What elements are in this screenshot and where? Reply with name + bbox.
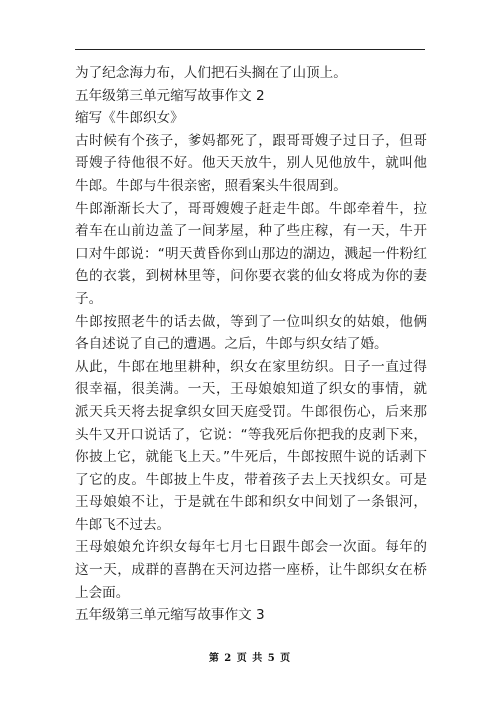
paragraph-4: 从此，牛郎在地里耕种，织女在家里纺织。日子一直过得很幸福，很美满。一天，王母娘娘知道了织女的事情，就派天兵天将去捉拿织女回天庭受罚。牛郎很伤心，后来那头牛又开口说话了，它说：“等我死后你把我的皮剥下来，你披上它，就能飞上天。”牛死后，牛郎按照牛说的话剥下了它的皮。牛郎披上牛皮，带着孩子去上天找织女。可是王母娘娘不让，于是就在牛郎和织女中间划了一条银河，牛郎飞不过去。 [75,358,427,533]
paragraph-2: 牛郎渐渐长大了，哥哥嫂嫂子赶走牛郎。牛郎牵着牛，拉着车在山前边盖了一间茅屋，种了些庄稼，有一天，牛开口对牛郎说：“明天黄昏你到山那边的湖边，溅起一件粉红色的衣裳，到树林里等，问你要衣裳的仙女将成为你的妻子。 [75,200,427,307]
essay-heading-2: 五年级第三单元缩写故事作文 2 [75,87,265,104]
paragraph-haili-ending: 为了纪念海力布，人们把石头搁在了山顶上。 [75,65,347,81]
essay-heading-3: 五年级第三单元缩写故事作文 3 [75,607,265,624]
paragraph-3: 牛郎按照老牛的话去做，等到了一位叫织女的姑娘，他俩各自述说了自己的遭遇。之后，牛郎与织女结了婚。 [75,313,427,353]
essay-subtitle: 缩写《牛郎织女》 [75,110,184,127]
document-body [75,62,427,627]
page-number-footer: 第 2 页 共 5 页 [208,653,292,664]
paragraph-5: 王母娘娘允许织女每年七月七日跟牛郎会一次面。每年的这一天，成群的喜鹊在天河边搭一座桥，让牛郎织女在桥上会面。 [75,539,427,601]
header-rule [75,49,425,50]
paragraph-1: 古时候有个孩子，爹妈都死了，跟哥哥嫂子过日子，但哥哥嫂子待他很不好。他天天放牛，别人见他放牛，就叫他牛郎。牛郎与牛很亲密，照看案头牛很周到。 [75,132,427,194]
